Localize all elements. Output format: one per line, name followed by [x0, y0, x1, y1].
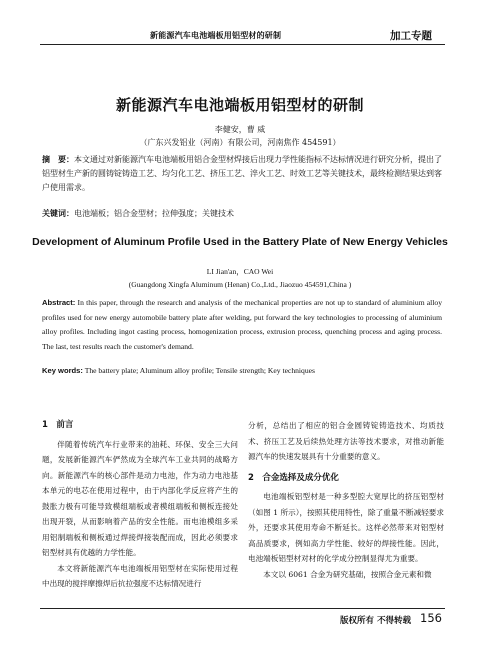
paragraph: 本文将新能源汽车电池端板用铝型材在实际使用过程中出现的搅拌摩擦焊后抗拉强度不达标情况进行: [42, 563, 238, 588]
abstract-en-label: Abstract:: [42, 298, 76, 307]
keywords-cn-label: 关键词：: [42, 209, 74, 218]
section-heading-intro: 1 前言: [42, 420, 74, 430]
affiliation-cn: （广东兴发铝业（河南）有限公司，河南焦作 454591）: [139, 138, 341, 147]
copyright-notice: 版权所有 不得转载: [340, 616, 411, 626]
body-column-right: [248, 418, 444, 582]
page-header: [0, 0, 480, 44]
paragraph: 电池端板铝型材是一种多型腔大宽厚比的挤压铝型材（如图 1 所示），按照其使用特性，除了重量不断减轻要求外，还要求其使用寿命不断延长。这样必然带来对铝型材高品质要求，例如高力学性能、较好的焊接性能。因此，电池端板铝型材对材的化学成分控制显得尤为重要。: [248, 492, 444, 563]
keywords-en: [42, 366, 442, 375]
affiliation-en: (Guangdong Xingfa Aluminum (Henan) Co.,Ltd., Jiaozuo 454591,China ): [128, 280, 352, 289]
body-column-left: [42, 418, 238, 592]
abstract-cn: [42, 153, 442, 195]
header-rule: [40, 44, 445, 45]
section-label: 加工专题: [390, 30, 432, 42]
footer-rule: [40, 608, 445, 609]
paper-title-cn: 新能源汽车电池端板用铝型材的研制: [115, 96, 364, 114]
paragraph: 伴随着传统汽车行业带来的油耗、环保、安全三大问题，发展新能源汽车俨然成为全球汽车工业共同的战略方向。新能源汽车的核心部件是动力电池，作为动力电池基本单元的电芯在使用过程中，由于内部化学反应将产生的鼓胀力极有可能导致模组端板或者模组端板和侧板连接处出现开裂，从而影响着产品的安全性能。而电池模组多采用铝制端板和侧板通过焊接焊接装配而成，因此必须要求铝型材具有优越的力学性能。: [42, 439, 238, 557]
paragraph: 本文以 6061 合金为研究基础，按照合金元素和微: [263, 569, 432, 579]
abstract-en: [42, 296, 442, 354]
keywords-cn: [42, 208, 442, 219]
abstract-cn-label: 摘 要：: [42, 155, 74, 164]
abstract-cn-text: 本文通过对新能源汽车电池端板用铝合金型材焊接后出现力学性能指标不达标情况进行研究分析，提出了铝型材生产新的圆铸锭铸造工艺、均匀化工艺、挤压工艺、淬火工艺、时效工艺等关键技术，最终检测结果达到客户使用需求。: [42, 155, 442, 192]
paper-title-en: Development of Aluminum Profile Used in the Battery Plate of New Energy Vehicles: [32, 236, 448, 248]
authors-cn: 李健安，曹 威: [214, 125, 266, 134]
keywords-cn-text: 电池端板；铝合金型材；拉伸强度；关键技术: [74, 209, 234, 218]
keywords-en-text: The battery plate; Aluminum alloy profile; Tensile strength; Key techniques: [82, 366, 315, 375]
page-number: 156: [420, 611, 442, 625]
abstract-en-text: In this paper, through the research and analysis of the mechanical properties are not up to standard of aluminium alloy profiles used for new energy automobile battery plate after welding, put forward the key technologies to processing of aluminium alloy profiles. Including ingot casting process, homogenization process, extrusion process, quenching process and aging process. The last, test results reach the customer's demand.: [42, 298, 442, 351]
running-title: 新能源汽车电池端板用铝型材的研制: [150, 30, 282, 40]
keywords-en-label: Key words:: [42, 366, 83, 375]
paragraph: 分析，总结出了相应的铝合金圆铸锭铸造技术、均质技术、挤压工艺及后续热处理方法等技术要求，对推动新能源汽车的快速发展具有十分重要的意义。: [248, 421, 444, 461]
section-heading-alloy: 2 合金选择及成分优化: [248, 472, 339, 483]
authors-en: LI Jian'an，CAO Wei: [206, 267, 274, 276]
